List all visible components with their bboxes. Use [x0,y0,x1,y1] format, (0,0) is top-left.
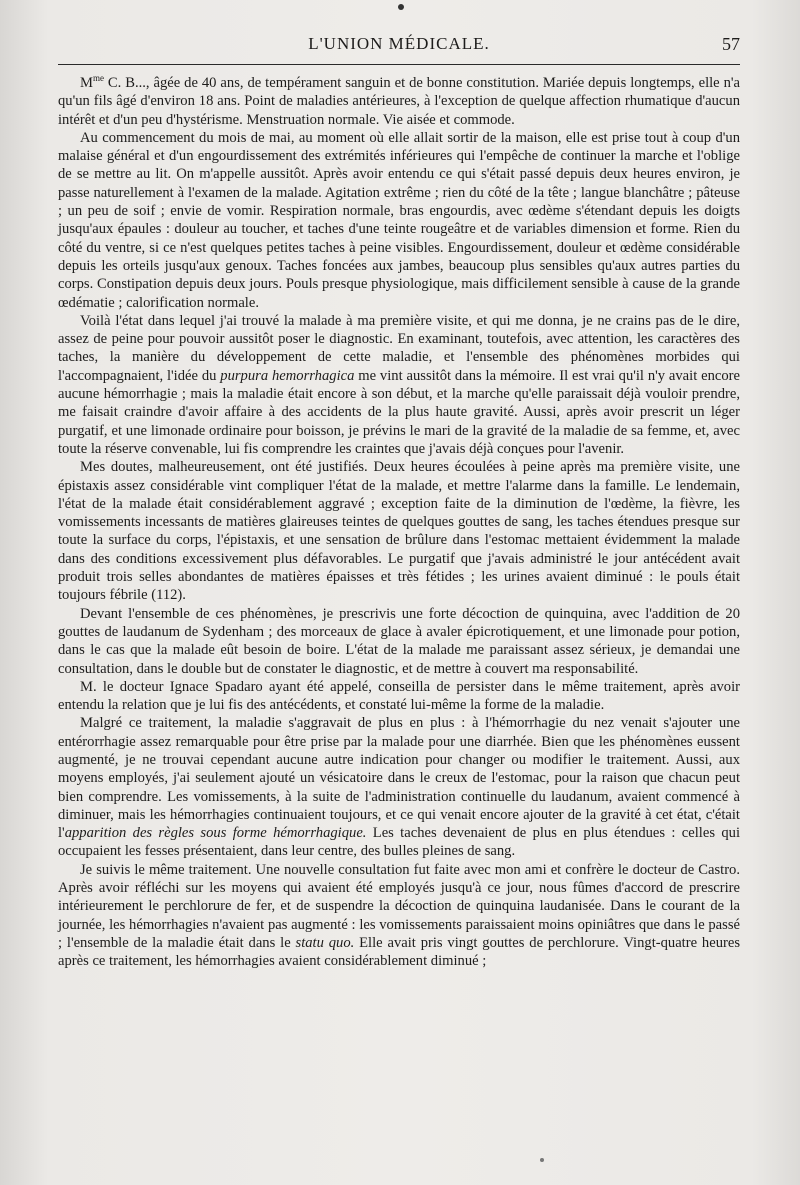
paragraph-text: C. B..., âgée de 40 ans, de tempérament sanguin et de bonne constitution. Mariée depuis longtemps, elle n'a qu'un fils âgé d'environ 18 ans. Point de maladies antérieures, à l'exception de quelque affection rhumatique d'aucun intérêt et d'un peu d'hystérisme. Menstruation normale. Vie aisée et commode. [58,75,740,128]
paragraph [58,714,740,860]
page-number: 57 [722,34,740,54]
paragraph-text: Malgré ce traitement, la maladie s'aggravait de plus en plus : à l'hémorrhagie du nez venait s'ajouter une entérorrhagie assez remarquable pour être prise par la malade pour une diarrhée. Bien que les phénomènes eussent augmenté, je ne trouvai cependant aucune autre indication pour changer ou modifier le traitement. Aussi, aux moyens employés, j'ai seulement ajouté un vésicatoire dans le creux de l'estomac, pour la raison que chacun peut bien comprendre. Les vomissements, à la suite de l'administration continuelle du laudanum, avaient commencé à diminuer, mais les hémorrhagies continuaient toujours, et ce qui venait encore ajouter de la gravité à cet état, c'était l' [58,715,740,842]
italic-term: purpura hemorrhagica [220,367,355,384]
paragraph-text: Je suivis le même traitement. Une nouvelle consultation fut faite avec mon ami et confrère le docteur de Castro. Après avoir réfléchi sur les moyens qui avaient été employés jusqu'à ce jour, nous fûmes d'accord de prescrire intérieurement le perchlorure de fer, et de suspendre la décoction de quinquina laudanisée. Dans le courant de la journée, les hémorrhagies n'avaient pas augmenté : les vomissements paraissaient moins opiniâtres que dans le passé ; l'ensemble de la maladie était dans le [58,861,740,951]
italic-term: statu quo. [295,934,355,951]
article-body [58,74,740,971]
paragraph-text: Les taches devenaient de plus en plus étendues : celles qui occupaient les fesses présentaient, dans leur centre, des bulles pleines de sang. [58,825,740,860]
paragraph-text: Elle avait pris vingt gouttes de perchlorure. Vingt-quatre heures après ce traitement, les hémorrhagies avaient considérablement diminué ; [58,934,741,970]
header-rule [58,64,740,65]
ink-dot [398,4,404,10]
lead-letter: M [80,75,93,91]
paragraph [58,861,740,971]
paragraph-text: Au commencement du mois de mai, au moment où elle allait sortir de la maison, elle est prise tout à coup d'un malaise général et d'un engourdissement des extrémités inférieures qui l'empêche de continuer la marche et l'oblige de se mettre au lit. On m'appelle aussitôt. Après avoir entendu ce qui s'était passé depuis deux heures environ, je passe naturellement à l'examen de la malade. Agitation extrême ; rien du côté de la tête ; langue blanchâtre ; pâteuse ; un peu de soif ; envie de vomir. Respiration normale, bras engourdis, avec œdème s'étendant depuis les doigts jusqu'aux épaules : douleur au toucher, et taches d'une teinte rougeâtre et de variables dimension et forme. Rien du côté du ventre, si ce n'est quelques petites taches à peine visibles. Engourdissement, douleur et œdème considérable depuis les orteils jusqu'aux genoux. Taches foncées aux jambes, beaucoup plus sensibles qu'aux autres parties du corps. Constipation depuis deux jours. Pouls presque physiologique, mais difficilement sensible à cause de la grande œdématie ; calorification normale. [58,129,740,311]
paragraph-text: M. le docteur Ignace Spadaro ayant été appelé, conseilla de persister dans le même traitement, après avoir entendu la relation que je lui fis des antécédents, et constaté lui-même la forme de la maladie. [58,678,740,714]
paragraph-text: Voilà l'état dans lequel j'ai trouvé la malade à ma première visite, et qui me donna, je ne crains pas de le dire, assez de peine pour pouvoir aussitôt poser le diagnostic. En examinant, toutefois, avec attention, les caractères des taches, la manière du développement de cette maladie, et l'ensemble des phénomènes morbides qui l'accompagnaient, l'idée du [58,312,740,384]
paragraph [58,458,740,604]
running-title: L'UNION MÉDICALE. [308,34,490,53]
ink-speck [540,1158,544,1162]
italic-term: apparition des règles sous forme hémorrhagique. [64,825,367,842]
paragraph [58,312,740,458]
page-header [58,34,740,58]
paragraph [58,605,740,678]
paragraph [58,74,740,129]
paragraph-text: me vint aussitôt dans la mémoire. Il est vrai qu'il n'y avait encore aucune hémorrhagie ; mais la maladie était encore à son début, et la marche qu'elle paraissait déjà vouloir prendre, me faisait craindre d'avoir affaire à des accidents de la plus haute gravité. Aussi, après avoir prescrit un léger purgatif, et une limonade ordinaire pour boisson, je prévins le mari de la gravité de la maladie de sa femme, et, avec toute la réserve convenable, lui fis comprendre les craintes que j'avais déjà conçues pour l'avenir. [58,367,740,457]
paragraph-text: Devant l'ensemble de ces phénomènes, je prescrivis une forte décoction de quinquina, avec l'addition de 20 gouttes de laudanum de Sydenham ; des morceaux de glace à avaler épicrotiquement, et une limonade pour potion, dans le cas que la malade eût besoin de boire. L'état de la malade me paraissant assez sérieux, je demandai une consultation, dans le double but de constater le diagnostic, et de mettre à couvert ma responsabilité. [58,605,740,677]
paragraph-text: Mes doutes, malheureusement, ont été justifiés. Deux heures écoulées à peine après ma première visite, une épistaxis assez considérable vint compliquer l'état de la malade, et mettre l'alarme dans la famille. Le lendemain, l'état de la malade était considérablement aggravé ; exception faite de la diminution de l'œdème, la fièvre, les vomissements incessants de matières glaireuses teintes de quelques gouttes de sang, les taches étendues presque sur toute la surface du corps, l'épistaxis, et une sensation de brûlure dans l'estomac mettaient évidemment la malade dans des conditions excessivement plus défavorables. Le purgatif que j'avais administré le jour antécédent avait produit trois selles abondantes de matières épaisses et très fétides ; les urines avaient diminué : le pouls était toujours fébrile (112). [58,459,740,604]
title-abbrev: me [92,73,104,84]
paragraph [58,129,740,312]
paragraph [58,678,740,715]
